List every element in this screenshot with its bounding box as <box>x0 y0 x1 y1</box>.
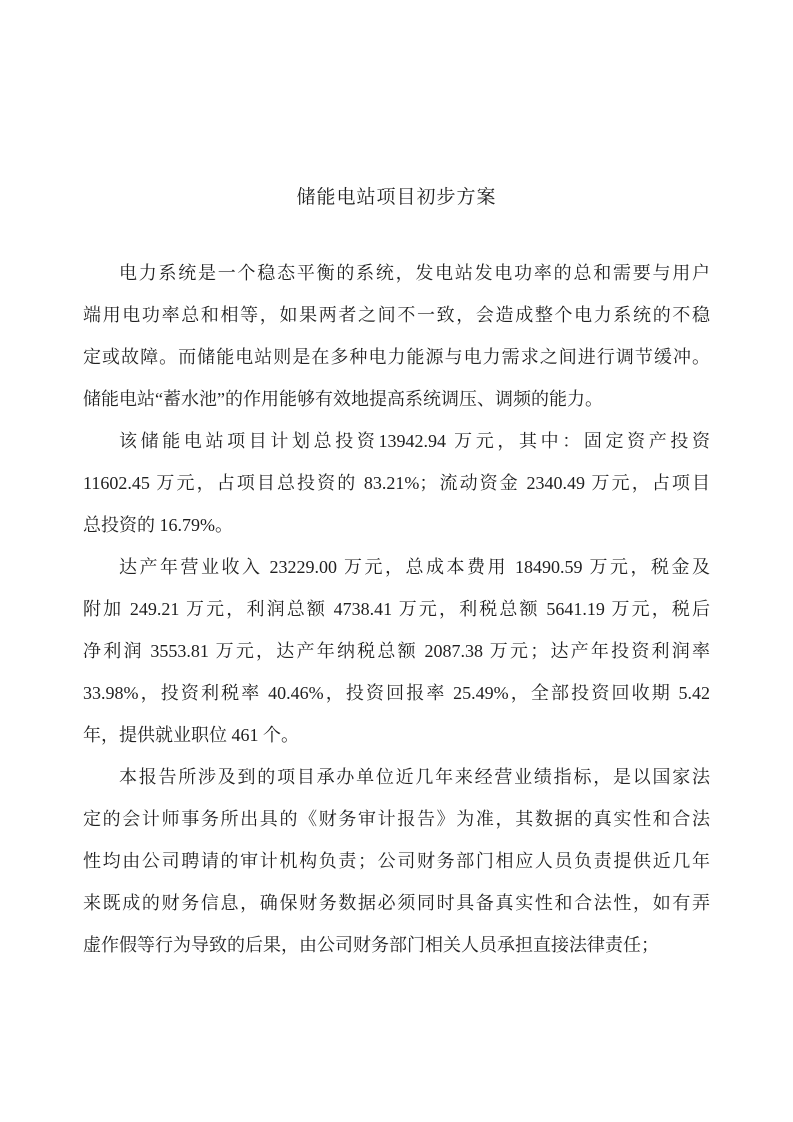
text-line: 总投资的 16.79%。 <box>83 515 233 535</box>
text-line: 定的会计师事务所出具的《财务审计报告》为准，其数据的真实性和合法 <box>83 809 710 829</box>
text-line: 附加 249.21 万元，利润总额 4738.41 万元，利税总额 5641.19 万元，税后 <box>83 599 710 619</box>
paragraph-2 <box>83 420 710 546</box>
text-line: 虚作假等行为导致的后果，由公司财务部门相关人员承担直接法律责任； <box>83 935 659 955</box>
text-line: 储能电站“蓄水池”的作用能够有效地提高系统调压、调频的能力。 <box>83 389 603 409</box>
text-line: 电力系统是一个稳态平衡的系统，发电站发电功率的总和需要与用户 <box>119 263 710 283</box>
paragraph-3 <box>83 546 710 756</box>
text-line: 年，提供就业职位 461 个。 <box>83 725 299 745</box>
text-line: 性均由公司聘请的审计机构负责；公司财务部门相应人员负责提供近几年 <box>83 851 710 871</box>
paragraph-4 <box>83 756 710 966</box>
text-line: 端用电功率总和相等，如果两者之间不一致，会造成整个电力系统的不稳 <box>83 305 710 325</box>
paragraph-1 <box>83 252 710 420</box>
document-title: 储能电站项目初步方案 <box>296 187 497 208</box>
text-line: 该储能电站项目计划总投资13942.94 万元，其中：固定资产投资 <box>119 431 710 451</box>
text-line: 11602.45 万元，占项目总投资的 83.21%；流动资金 2340.49 万元，占项目 <box>83 473 710 493</box>
text-line: 33.98%，投资利税率 40.46%，投资回报率 25.49%，全部投资回收期 5.42 <box>83 683 710 703</box>
text-line: 定或故障。而储能电站则是在多种电力能源与电力需求之间进行调节缓冲。 <box>83 347 710 367</box>
text-line: 净利润 3553.81 万元，达产年纳税总额 2087.38 万元；达产年投资利润率 <box>83 641 710 661</box>
document-body <box>83 184 710 966</box>
text-line: 达产年营业收入 23229.00 万元，总成本费用 18490.59 万元，税金及 <box>119 557 710 577</box>
text-line: 来既成的财务信息，确保财务数据必须同时具备真实性和合法性，如有弄 <box>83 893 710 913</box>
text-line: 本报告所涉及到的项目承办单位近几年来经营业绩指标，是以国家法 <box>119 767 710 787</box>
